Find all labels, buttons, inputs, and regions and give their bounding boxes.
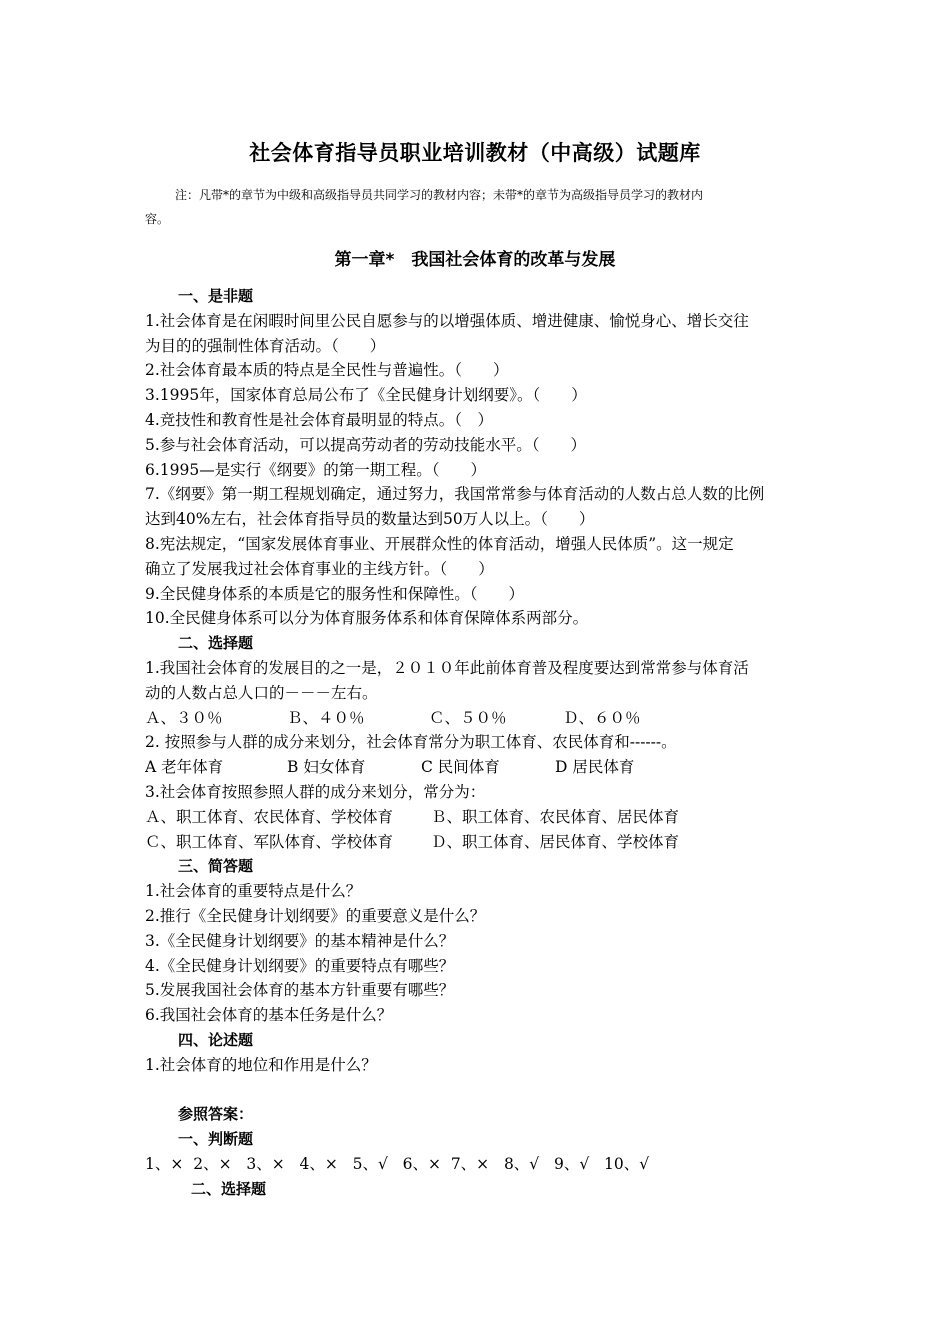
question-line: 确立了发展我过社会体育事业的主线方针。（ ） [145,559,494,578]
answers-subheading-multiple-choice: 二、选择题 [191,1179,267,1198]
answer-options [145,706,810,731]
question-line: 5.发展我国社会体育的基本方针重要有哪些？ [145,981,455,1000]
question-line: 3.《全民健身计划纲要》的基本精神是什么？ [145,931,455,950]
section-heading-essay: 四、论述题 [178,1030,254,1049]
question-line: 3.社会体育按照参照人群的成分来划分，常分为： [145,782,486,801]
option-d: Ｄ、职工体育、居民体育、学校体育 [431,832,680,851]
note-line-2: 容。 [145,212,170,226]
option-c: C 民间体育 [421,758,500,777]
question-line: 1.社会体育是在闲暇时间里公民自愿参与的以增强体质、增进健康、愉悦身心、增长交往 [145,311,749,330]
question-content [145,284,810,1201]
document-title: 社会体育指导员职业培训教材（中高级）试题库 [249,141,701,165]
question-line: 5.参与社会体育活动，可以提高劳动者的劳动技能水平。（ ） [145,435,587,454]
question-line: 8.宪法规定，“国家发展体育事业、开展群众性的体育活动，增强人民体质”。这一规定 [145,534,734,553]
section-heading-true-false: 一、是非题 [178,287,254,305]
question-line: 2.社会体育最本质的特点是全民性与普遍性。（ ） [145,361,509,380]
question-line: 达到40%左右，社会体育指导员的数量达到50万人以上。（ ） [145,510,595,529]
question-line: 动的人数占总人口的－－－左右。 [145,683,378,702]
question-line: 4.竞技性和教育性是社会体育最明显的特点。（ ） [145,410,494,429]
option-b: Ｂ、４０％ [287,708,365,727]
option-c: Ｃ、５０％ [429,708,507,727]
chapter-title: 第一章* 我国社会体育的改革与发展 [334,250,616,270]
blank-line [145,1078,810,1103]
question-line: 4.《全民健身计划纲要》的重要特点有哪些？ [145,956,455,975]
note-line-1: 注：凡带*的章节为中级和高级指导员共同学习的教材内容；未带*的章节为高级指导员学习的教材内 [175,188,704,202]
option-c: Ｃ、职工体育、军队体育、学校体育 [145,832,394,851]
answers-line: 1、× 2、× 3、× 4、× 5、√ 6、× 7、× 8、√ 9、√ 10、√ [145,1154,650,1173]
answers-subheading-true-false: 一、判断题 [178,1130,254,1149]
option-b: Ｂ、职工体育、农民体育、居民体育 [431,807,680,826]
note-paragraph [145,183,810,231]
question-line: 为目的的强制性体育活动。（ ） [145,336,386,355]
question-line: 2. 按照参与人群的成分来划分，社会体育常分为职工体育、农民体育和------。 [145,733,677,752]
option-d: Ｄ、６０％ [563,708,641,727]
option-a: Ａ、职工体育、农民体育、学校体育 [145,807,394,826]
question-line: 1.社会体育的重要特点是什么？ [145,882,362,901]
question-line: 3.1995年，国家体育总局公布了《全民健身计划纲要》。（ ） [145,386,587,405]
question-line: 1.我国社会体育的发展目的之一是，２０１０年此前体育普及程度要达到常常参与体育活 [145,658,749,677]
question-line: 6.我国社会体育的基本任务是什么？ [145,1006,393,1025]
question-line: 2.推行《全民健身计划纲要》的重要意义是什么？ [145,906,486,925]
question-line: 6.1995—是实行《纲要》的第一期工程。（ ） [145,460,486,479]
section-heading-short-answer: 三、简答题 [178,857,254,876]
answer-options [145,830,810,855]
question-line: 9.全民健身体系的本质是它的服务性和保障性。（ ） [145,584,525,603]
answer-options [145,805,810,830]
option-b: B 妇女体育 [287,758,366,777]
option-d: D 居民体育 [555,758,635,777]
option-a: Ａ、３０％ [145,708,223,727]
answers-heading: 参照答案： [178,1105,254,1124]
question-line: 10.全民健身体系可以分为体育服务体系和体育保障体系两部分。 [145,609,589,628]
section-heading-multiple-choice: 二、选择题 [178,634,254,653]
option-a: A 老年体育 [145,758,224,777]
question-line: 7.《纲要》第一期工程规划确定，通过努力，我国常常参与体育活动的人数占总人数的比例 [145,485,765,504]
answer-options [145,755,810,780]
question-line: 1.社会体育的地位和作用是什么？ [145,1055,377,1074]
